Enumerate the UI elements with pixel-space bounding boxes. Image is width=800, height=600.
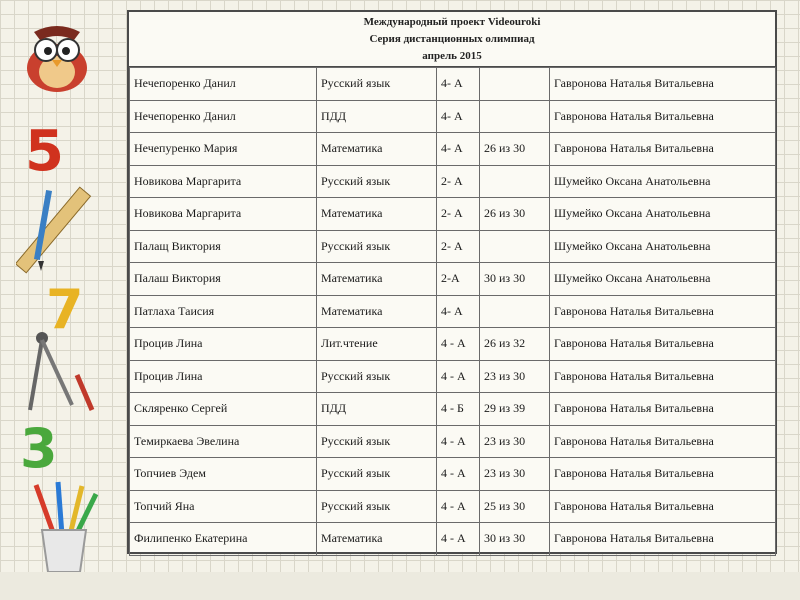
cell-score: 30 из 30	[480, 523, 550, 556]
cell-subject: Русский язык	[317, 360, 437, 393]
cell-teacher: Гавронова Наталья Витальевна	[550, 328, 776, 361]
results-table	[129, 67, 776, 556]
header-date: апрель 2015	[422, 49, 482, 62]
cell-teacher: Гавронова Наталья Витальевна	[550, 360, 776, 393]
digit-five-icon	[22, 118, 72, 176]
cell-class: 4 - А	[437, 458, 480, 491]
cell-name: Новикова Маргарита	[130, 165, 317, 198]
table-row	[130, 295, 776, 328]
cell-name: Палащ Виктория	[130, 230, 317, 263]
cell-class: 2- А	[437, 230, 480, 263]
table-row	[130, 68, 776, 101]
cell-score: 29 из 39	[480, 393, 550, 426]
cell-name: Топчиев Эдем	[130, 458, 317, 491]
table-row	[130, 328, 776, 361]
cell-subject: Русский язык	[317, 230, 437, 263]
cell-class: 4 - А	[437, 360, 480, 393]
cell-class: 4- А	[437, 68, 480, 101]
table-row	[130, 165, 776, 198]
cell-subject: Русский язык	[317, 425, 437, 458]
results-table-container	[127, 10, 777, 554]
cell-teacher: Гавронова Наталья Витальевна	[550, 523, 776, 556]
cell-class: 2- А	[437, 198, 480, 231]
cell-subject: Математика	[317, 133, 437, 166]
cell-subject: ПДД	[317, 100, 437, 133]
table-row	[130, 100, 776, 133]
cell-teacher: Гавронова Наталья Витальевна	[550, 133, 776, 166]
cell-score	[480, 230, 550, 263]
cell-name: Нечепоренко Данил	[130, 100, 317, 133]
table-row	[130, 230, 776, 263]
cell-score: 23 из 30	[480, 425, 550, 458]
cell-score	[480, 295, 550, 328]
table-row	[130, 198, 776, 231]
cell-teacher: Шумейко Оксана Анатольевна	[550, 198, 776, 231]
table-row	[130, 263, 776, 296]
cell-class: 2-А	[437, 263, 480, 296]
cell-subject: Русский язык	[317, 165, 437, 198]
table-row	[130, 425, 776, 458]
cell-subject: Математика	[317, 263, 437, 296]
table-row	[130, 523, 776, 556]
header-series-title: Серия дистанционных олимпиад	[369, 32, 535, 45]
cell-name: Процив Лина	[130, 360, 317, 393]
compass-icon	[22, 330, 102, 420]
cell-teacher: Гавронова Наталья Витальевна	[550, 425, 776, 458]
cell-name: Темиркаева Эвелина	[130, 425, 317, 458]
cell-subject: Русский язык	[317, 458, 437, 491]
cell-class: 4- А	[437, 100, 480, 133]
cell-teacher: Гавронова Наталья Витальевна	[550, 295, 776, 328]
cell-class: 4- А	[437, 295, 480, 328]
cell-teacher: Шумейко Оксана Анатольевна	[550, 263, 776, 296]
cell-subject: Русский язык	[317, 68, 437, 101]
cell-class: 4 - А	[437, 490, 480, 523]
table-row	[130, 133, 776, 166]
cell-score: 25 из 30	[480, 490, 550, 523]
cell-class: 4- А	[437, 133, 480, 166]
cell-name: Нечепуренко Мария	[130, 133, 317, 166]
header-project-title: Международный проект Videouroki	[363, 15, 541, 28]
table-row	[130, 360, 776, 393]
cell-score: 30 из 30	[480, 263, 550, 296]
cell-score	[480, 100, 550, 133]
cell-score: 26 из 32	[480, 328, 550, 361]
cell-class: 2- А	[437, 165, 480, 198]
cell-teacher: Гавронова Наталья Витальевна	[550, 490, 776, 523]
cell-subject: Русский язык	[317, 490, 437, 523]
left-decoration-strip	[0, 0, 118, 600]
cell-name: Новикова Маргарита	[130, 198, 317, 231]
cell-teacher: Гавронова Наталья Витальевна	[550, 100, 776, 133]
cell-name: Патлаха Таисия	[130, 295, 317, 328]
ruler-pencil-icon	[16, 185, 96, 275]
cell-name: Скляренко Сергей	[130, 393, 317, 426]
svg-text:7: 7	[46, 278, 84, 334]
table-header	[129, 12, 775, 67]
table-row	[130, 393, 776, 426]
cell-class: 4 - А	[437, 328, 480, 361]
cell-name: Палаш Виктория	[130, 263, 317, 296]
svg-text:5: 5	[25, 119, 64, 176]
cell-subject: Математика	[317, 523, 437, 556]
cell-name: Процив Лина	[130, 328, 317, 361]
cell-teacher: Шумейко Оксана Анатольевна	[550, 165, 776, 198]
cell-teacher: Гавронова Наталья Витальевна	[550, 458, 776, 491]
cell-class: 4 - А	[437, 425, 480, 458]
digit-three-icon	[18, 415, 66, 473]
cell-teacher: Гавронова Наталья Витальевна	[550, 68, 776, 101]
cell-score	[480, 68, 550, 101]
cell-score: 26 из 30	[480, 198, 550, 231]
svg-text:3: 3	[20, 417, 58, 473]
cell-name: Филипенко Екатерина	[130, 523, 317, 556]
cell-score: 23 из 30	[480, 458, 550, 491]
cell-subject: ПДД	[317, 393, 437, 426]
cell-class: 4 - А	[437, 523, 480, 556]
cell-score: 26 из 30	[480, 133, 550, 166]
cell-subject: Лит.чтение	[317, 328, 437, 361]
cell-score	[480, 165, 550, 198]
digit-seven-icon	[44, 278, 92, 334]
cell-name: Топчий Яна	[130, 490, 317, 523]
table-row	[130, 490, 776, 523]
cell-name: Нечепоренко Данил	[130, 68, 317, 101]
cell-subject: Математика	[317, 295, 437, 328]
table-row	[130, 458, 776, 491]
bottom-band	[0, 572, 800, 600]
cell-score: 23 из 30	[480, 360, 550, 393]
owl-character-icon	[12, 20, 102, 95]
cell-class: 4 - Б	[437, 393, 480, 426]
pencil-cup-icon	[24, 480, 104, 575]
cell-teacher: Шумейко Оксана Анатольевна	[550, 230, 776, 263]
cell-teacher: Гавронова Наталья Витальевна	[550, 393, 776, 426]
cell-subject: Математика	[317, 198, 437, 231]
